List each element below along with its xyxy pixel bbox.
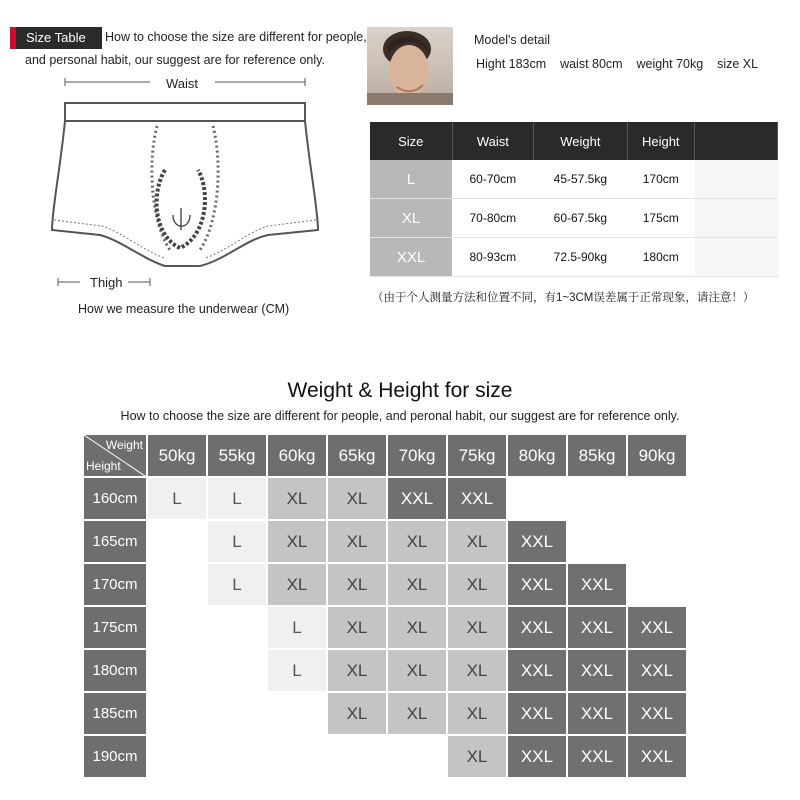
size-grid-cell: XL <box>447 606 507 649</box>
row-pad <box>695 199 778 238</box>
size-grid-cell: XL <box>387 606 447 649</box>
size-grid-cell: XL <box>327 563 387 606</box>
size-grid-cell: XXL <box>447 477 507 520</box>
row-pad <box>695 238 778 277</box>
size-grid-cell: L <box>207 520 267 563</box>
size-grid-cell <box>147 692 207 735</box>
size-grid-cell <box>147 563 207 606</box>
weight-column-header: 75kg <box>447 434 507 477</box>
size-grid-cell: L <box>267 649 327 692</box>
size-grid-cell: XXL <box>627 692 687 735</box>
height-cell: 170cm <box>627 160 694 199</box>
size-grid-cell: XXL <box>627 735 687 778</box>
intro-line-1: How to choose the size are different for people, <box>105 30 367 44</box>
size-grid-cell: XL <box>327 606 387 649</box>
height-cell: 175cm <box>627 199 694 238</box>
size-grid-cell: XXL <box>567 692 627 735</box>
weight-column-header: 80kg <box>507 434 567 477</box>
size-grid-cell <box>327 735 387 778</box>
size-grid-cell: XL <box>327 692 387 735</box>
table-row <box>370 160 778 199</box>
weight-cell: 45-57.5kg <box>534 160 627 199</box>
size-grid-cell: XXL <box>507 649 567 692</box>
size-grid-cell: XL <box>447 692 507 735</box>
size-grid-cell <box>267 735 327 778</box>
size-table <box>370 122 778 277</box>
grid-row <box>83 477 687 520</box>
grid-corner <box>83 434 147 477</box>
size-grid-cell: XL <box>327 477 387 520</box>
waist-cell: 70-80cm <box>452 199 534 238</box>
size-grid-cell <box>627 477 687 520</box>
size-grid-cell: XXL <box>507 563 567 606</box>
size-header: Size <box>370 122 452 160</box>
size-grid-cell: XL <box>447 563 507 606</box>
height-row-header: 165cm <box>83 520 147 563</box>
corner-weight-label: Weight <box>105 438 143 452</box>
weight-column-header: 70kg <box>387 434 447 477</box>
weight-cell: 72.5-90kg <box>534 238 627 277</box>
size-grid-cell: XL <box>387 563 447 606</box>
size-grid-cell: XXL <box>507 606 567 649</box>
size-grid-cell: XXL <box>507 735 567 778</box>
size-cell: XL <box>370 199 452 238</box>
grid-header-row <box>83 434 687 477</box>
size-grid-cell <box>147 649 207 692</box>
weight-column-header: 85kg <box>567 434 627 477</box>
size-grid-cell <box>147 606 207 649</box>
weight-cell: 60-67.5kg <box>534 199 627 238</box>
size-grid-cell: XXL <box>387 477 447 520</box>
weight-column-header: 90kg <box>627 434 687 477</box>
size-grid-cell: XL <box>447 649 507 692</box>
weight-column-header: 60kg <box>267 434 327 477</box>
size-grid-cell <box>147 520 207 563</box>
size-grid-cell: XXL <box>567 563 627 606</box>
table-row <box>370 199 778 238</box>
weight-column-header: 50kg <box>147 434 207 477</box>
size-grid-cell <box>207 692 267 735</box>
size-grid-cell: XXL <box>567 735 627 778</box>
size-grid-cell <box>567 477 627 520</box>
table-row <box>370 238 778 277</box>
weight-height-grid <box>82 433 688 779</box>
weight-header: Weight <box>534 122 627 160</box>
size-grid-cell: XXL <box>627 649 687 692</box>
model-photo <box>367 27 453 105</box>
size-grid-cell: XL <box>387 649 447 692</box>
height-row-header: 175cm <box>83 606 147 649</box>
size-grid-cell <box>387 735 447 778</box>
size-grid-cell: XXL <box>567 606 627 649</box>
size-grid-cell: L <box>267 606 327 649</box>
size-grid-cell <box>507 477 567 520</box>
size-grid-cell: XL <box>267 477 327 520</box>
height-row-header: 180cm <box>83 649 147 692</box>
size-grid-cell: XL <box>267 520 327 563</box>
underwear-diagram <box>40 70 360 300</box>
waist-cell: 80-93cm <box>452 238 534 277</box>
size-cell: XXL <box>370 238 452 277</box>
model-portrait-icon <box>367 27 453 105</box>
grid-row <box>83 649 687 692</box>
thigh-label: Thigh <box>90 275 123 290</box>
size-grid-cell <box>267 692 327 735</box>
corner-height-label: Height <box>86 459 121 473</box>
size-grid-cell: XXL <box>507 692 567 735</box>
size-grid-cell: XL <box>387 520 447 563</box>
size-table-header-row <box>370 122 778 160</box>
grid-row <box>83 692 687 735</box>
waist-cell: 60-70cm <box>452 160 534 199</box>
header-pad <box>695 122 778 160</box>
diagram-caption: How we measure the underwear (CM) <box>78 302 290 316</box>
size-grid-cell: L <box>207 563 267 606</box>
waistband <box>65 103 305 121</box>
size-table-tag: Size Table <box>10 27 102 49</box>
weight-column-header: 55kg <box>207 434 267 477</box>
size-grid-cell: XL <box>447 735 507 778</box>
size-grid-cell <box>207 735 267 778</box>
size-grid-cell <box>207 606 267 649</box>
size-grid-cell: XL <box>387 692 447 735</box>
size-grid-cell <box>147 735 207 778</box>
height-row-header: 160cm <box>83 477 147 520</box>
model-title: Model's detail <box>474 33 551 47</box>
waist-label: Waist <box>166 76 199 91</box>
grid-subtitle: How to choose the size are different for people, and peronal habit, our suggest are for reference only. <box>120 409 680 423</box>
height-row-header: 170cm <box>83 563 147 606</box>
size-grid-cell: XXL <box>567 649 627 692</box>
grid-title: Weight & Height for size <box>287 379 513 402</box>
size-grid-cell: L <box>147 477 207 520</box>
size-grid-cell <box>627 520 687 563</box>
height-cell: 180cm <box>627 238 694 277</box>
size-grid-cell: XXL <box>627 606 687 649</box>
intro-line-2: and personal habit, our suggest are for reference only. <box>25 53 325 67</box>
grid-row <box>83 520 687 563</box>
size-grid-cell: XL <box>327 649 387 692</box>
size-grid-cell: XL <box>267 563 327 606</box>
row-pad <box>695 160 778 199</box>
size-grid-cell: XL <box>327 520 387 563</box>
size-grid-cell: XL <box>447 520 507 563</box>
size-cell: L <box>370 160 452 199</box>
height-row-header: 190cm <box>83 735 147 778</box>
weight-column-header: 65kg <box>327 434 387 477</box>
size-grid-cell <box>567 520 627 563</box>
height-row-header: 185cm <box>83 692 147 735</box>
grid-row <box>83 735 687 778</box>
grid-row <box>83 563 687 606</box>
size-grid-cell <box>627 563 687 606</box>
grid-row <box>83 606 687 649</box>
model-details: Hight 183cm waist 80cm weight 70kg size XL <box>476 57 759 71</box>
brief-outline <box>52 121 318 266</box>
waist-header: Waist <box>452 122 534 160</box>
measurement-note: （由于个人测量方法和位置不同，有1~3CM误差属于正常现象，请注意！） <box>372 292 755 304</box>
size-grid-cell: L <box>207 477 267 520</box>
size-grid-cell <box>207 649 267 692</box>
height-header: Height <box>627 122 694 160</box>
size-grid-cell: XXL <box>507 520 567 563</box>
